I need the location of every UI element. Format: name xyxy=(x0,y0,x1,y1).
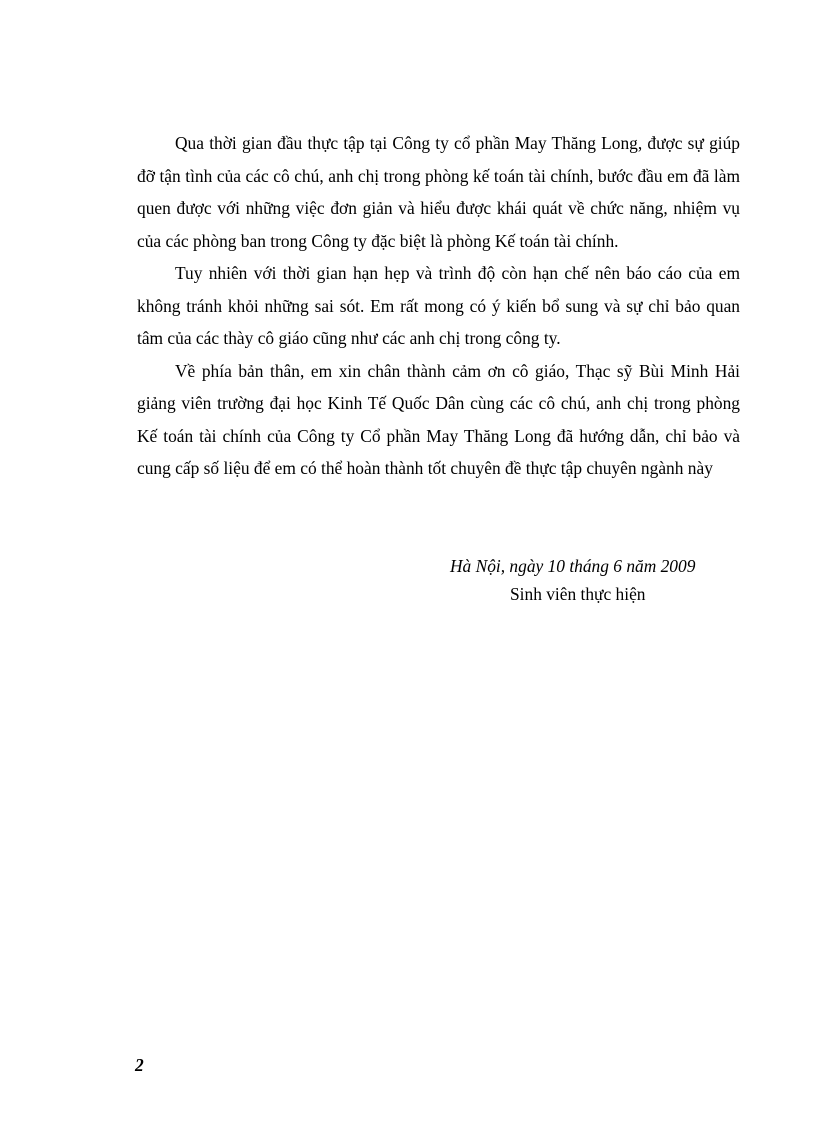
body-text xyxy=(137,127,740,485)
signature-date: Hà Nội, ngày 10 tháng 6 năm 2009 xyxy=(450,556,696,576)
paragraph-apology: Tuy nhiên với thời gian hạn hẹp và trình độ còn hạn chế nên báo cáo của em không tránh khỏi những sai sót. Em rất mong có ý kiến bổ sung và sự chỉ bảo quan tâm của các thày cô giáo cũng như các anh chị trong công ty. xyxy=(137,263,740,348)
page-number: 2 xyxy=(135,1055,144,1075)
paragraph-thanks: Về phía bản thân, em xin chân thành cảm ơn cô giáo, Thạc sỹ Bùi Minh Hải giảng viên trường đại học Kinh Tế Quốc Dân cùng các cô chú, anh chị trong phòng Kế toán tài chính của Công ty Cổ phần May Thăng Long đã hướng dẫn, chỉ bảo và cung cấp số liệu để em có thể hoàn thành tốt chuyên đề thực tập chuyên ngành này xyxy=(137,360,740,478)
signature-block xyxy=(450,552,750,608)
paragraph-acknowledgement-intro: Qua thời gian đầu thực tập tại Công ty cổ phần May Thăng Long, được sự giúp đỡ tận tình của các cô chú, anh chị trong phòng kế toán tài chính, bước đầu em đã làm quen được với những việc đơn giản và hiểu được khái quát về chức năng, nhiệm vụ của các phòng ban trong Công ty đặc biệt là phòng Kế toán tài chính. xyxy=(137,133,740,251)
signature-role: Sinh viên thực hiện xyxy=(510,584,646,604)
